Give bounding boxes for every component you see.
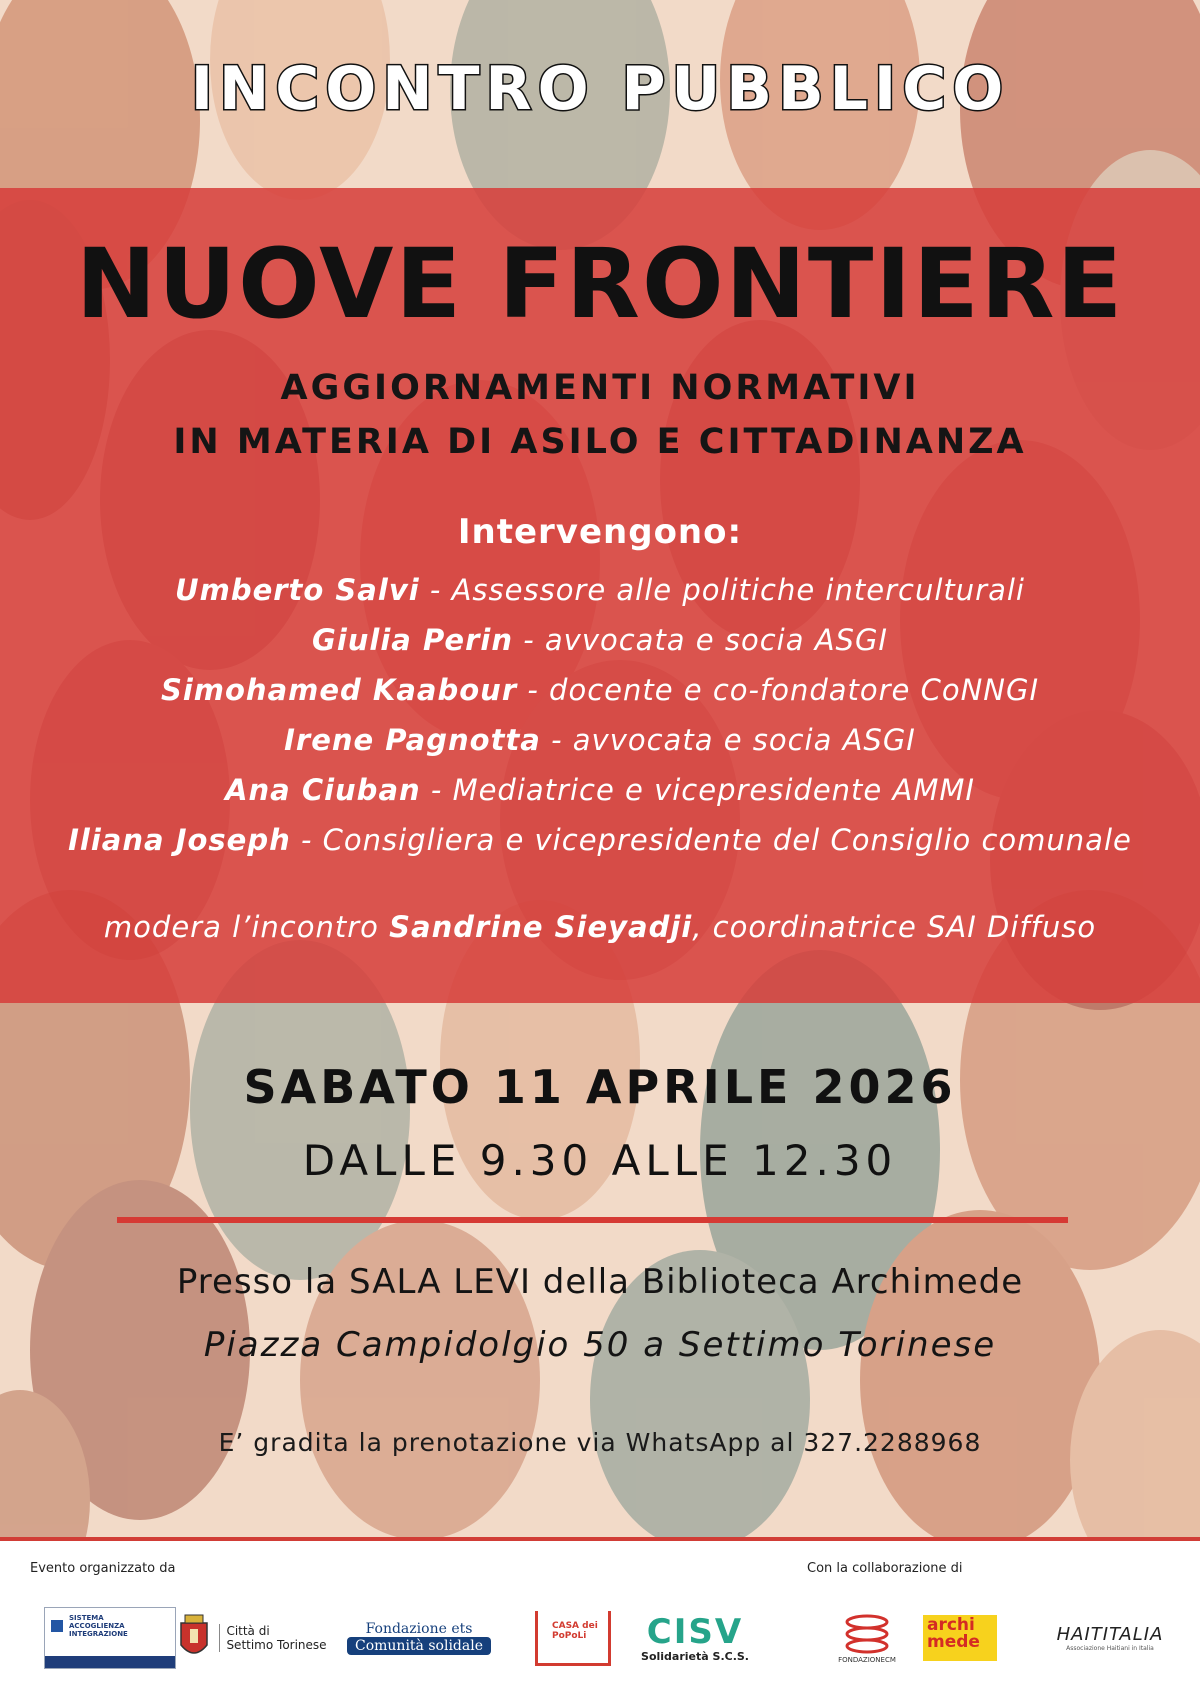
moderator-line [0, 910, 1200, 944]
speaker-role: - avvocata e socia ASGI [540, 723, 916, 757]
city-logo-text: Città di Settimo Torinese [219, 1624, 326, 1652]
event-title: NUOVE FRONTIERE [75, 228, 1125, 340]
moderator-name: Sandrine Sieyadji [389, 910, 693, 944]
event-subtitle-line2: IN MATERIA DI ASILO E CITTADINANZA [173, 422, 1027, 462]
speaker-role: - Mediatrice e vicepresidente AMMI [420, 773, 975, 807]
haititalia-logo [1050, 1603, 1170, 1673]
casa-logo-text: CASA dei PoPoLi [552, 1620, 598, 1641]
fondazione-line2: Comunità solidale [347, 1637, 491, 1655]
speaker-name: Umberto Salvi [175, 573, 420, 607]
speaker-item [0, 815, 1200, 865]
speakers-list [0, 565, 1200, 865]
organizers-label: Evento organizzato da [30, 1561, 176, 1576]
casa-dei-popoli-logo [533, 1603, 613, 1673]
sai-square-icon [51, 1620, 63, 1632]
sai-logo [44, 1607, 176, 1669]
speaker-name: Giulia Perin [312, 623, 513, 657]
moderator-suffix: , coordinatrice SAI Diffuso [692, 910, 1097, 944]
booking-info: E’ gradita la prenotazione via WhatsApp al 327.2288968 [218, 1428, 982, 1457]
speaker-item [0, 565, 1200, 615]
speaker-name: Ana Ciuban [225, 773, 421, 807]
speaker-item [0, 665, 1200, 715]
event-address: Piazza Campidolgio 50 a Settimo Torinese [203, 1325, 997, 1365]
fondazione-ecm-logo [832, 1603, 902, 1673]
speaker-item [0, 615, 1200, 665]
coat-of-arms-icon [177, 1613, 211, 1663]
event-time: DALLE 9.30 ALLE 12.30 [302, 1136, 898, 1185]
speaker-item [0, 765, 1200, 815]
archimede-logo-text: archi mede [927, 1615, 980, 1652]
city-logo [177, 1603, 327, 1673]
event-venue: Presso la SALA LEVI della Biblioteca Archimede [176, 1262, 1024, 1302]
cisv-logo [640, 1603, 750, 1673]
rings-icon [841, 1612, 893, 1656]
speaker-name: Iliana Joseph [68, 823, 291, 857]
haititalia-logo-text: HAITITALIA [1056, 1624, 1164, 1645]
speaker-role: - avvocata e socia ASGI [512, 623, 888, 657]
event-subtitle-line1: AGGIORNAMENTI NORMATIVI [280, 368, 920, 408]
archimede-logo [920, 1603, 1000, 1673]
speaker-name: Irene Pagnotta [284, 723, 541, 757]
speaker-role: - docente e co-fondatore CoNNGI [517, 673, 1040, 707]
haititalia-logo-sub: Associazione Haitiani in Italia [1066, 1645, 1154, 1652]
speaker-item [0, 715, 1200, 765]
ecm-logo-text: FONDAZIONECM [838, 1656, 896, 1664]
speaker-role: - Assessore alle politiche interculturali [419, 573, 1025, 607]
speaker-name: Simohamed Kaabour [160, 673, 518, 707]
fondazione-line1: Fondazione ets [365, 1621, 473, 1637]
sai-logo-text: SISTEMA ACCOGLIENZA INTEGRAZIONE [69, 1614, 128, 1638]
fondazione-logo [334, 1603, 504, 1673]
event-type-heading: INCONTRO PUBBLICO [190, 54, 1010, 124]
speakers-heading: Intervengono: [457, 512, 743, 552]
footer-logos [0, 1541, 1200, 1698]
speaker-role: - Consigliera e vicepresidente del Consiglio comunale [290, 823, 1132, 857]
moderator-prefix: modera l’incontro [103, 910, 390, 944]
cisv-logo-sub: Solidarietà S.C.S. [641, 1649, 749, 1663]
collaborators-label: Con la collaborazione di [807, 1561, 963, 1576]
cisv-logo-text: CISV [646, 1611, 744, 1652]
section-divider [117, 1217, 1068, 1223]
event-date: SABATO 11 APRILE 2026 [243, 1060, 957, 1114]
